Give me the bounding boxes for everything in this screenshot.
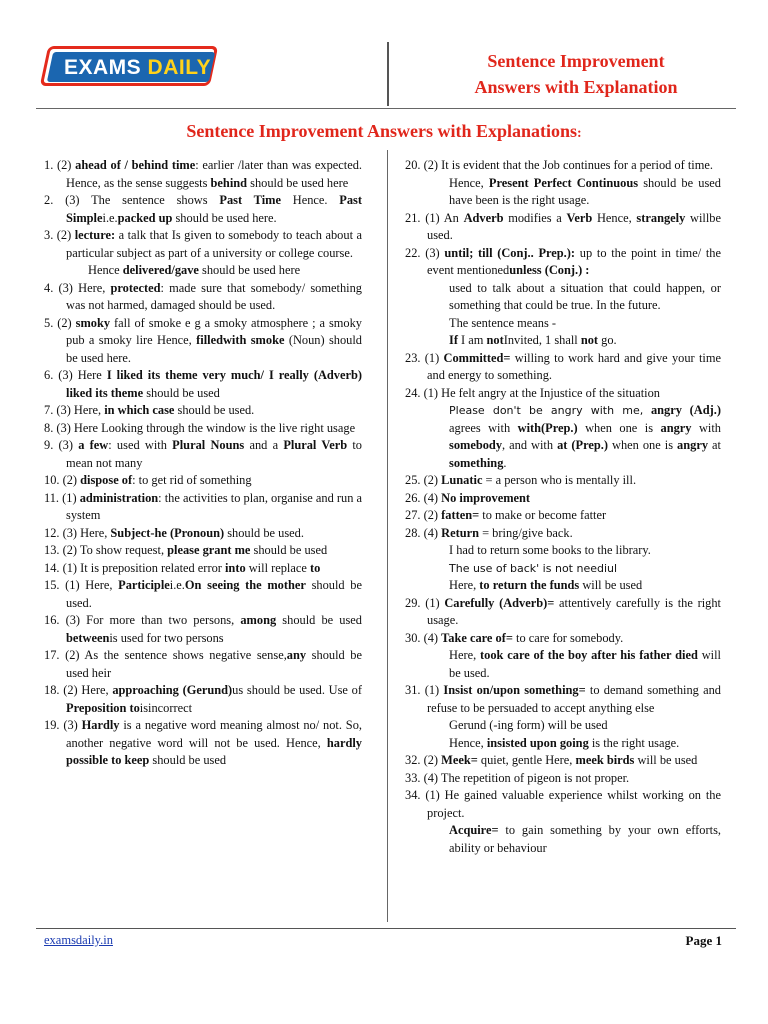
answer-16: 16. (3) For more than two persons, among should be used betweenis used for two persons <box>44 613 362 645</box>
answer-20: 20. (2) It is evident that the Job continues for a period of time. <box>405 158 713 172</box>
answer-14: 14. (1) It is preposition related error into will replace to <box>44 560 321 575</box>
answer-2: 2. (3) The sentence shows Past Time Hence. Past Simplei.e.packed up should be used here. <box>44 193 363 225</box>
answer-28-note-1: I had to return some books to the library. <box>449 543 651 557</box>
answer-30-note: Here, took care of the boy after his father died will be used. <box>449 648 721 680</box>
footer-site-link[interactable]: examsdaily.in <box>44 933 113 947</box>
logo-text: EXAMS DAILY <box>64 56 212 79</box>
footer-rule <box>36 928 736 929</box>
answer-11: 11. (1) administration: the activities to plan, organise and run a system <box>44 490 363 522</box>
answer-28: 28. (4) Return = bring/give back. <box>405 525 573 540</box>
answer-3: 3. (2) lecture: a talk that Is given to somebody to teach about a particular subject as part of a university or college course. <box>44 228 363 260</box>
answer-31-note-1: Gerund (-ing form) will be used <box>449 718 608 732</box>
answer-24-note: Please don't be angry with me, angry (Adj.) agrees with with(Prep.) when one is angry with somebody, and with at (Prep.) when one is angry at something. <box>449 403 722 470</box>
answer-3-note: Hence delivered/gave should be used here <box>88 263 301 277</box>
column-divider <box>387 150 388 922</box>
page-number: Page 1 <box>685 933 722 948</box>
answer-17: 17. (2) As the sentence shows negative sense,any should be used heir <box>44 648 363 680</box>
answer-4: 4. (3) Here, protected: made sure that somebody/ something was not harmed, damaged should be used. <box>44 280 362 312</box>
answer-20-note: Hence, Present Perfect Continuous should be used have been is the right usage. <box>449 175 721 207</box>
answer-7: 7. (3) Here, in which case should be used. <box>44 403 255 417</box>
answer-28-note-2: The use of back' is not neediul <box>449 561 618 575</box>
answer-27: 27. (2) fatten= to make or become fatter <box>405 508 607 522</box>
page-title: Sentence Improvement Answers with Explanations: <box>186 121 582 141</box>
answer-10: 10. (2) dispose of: to get rid of something <box>44 473 252 487</box>
answer-12: 12. (3) Here, Subject-he (Pronoun) should be used. <box>44 525 304 540</box>
answer-22-note-3: If I am notInvited, 1 shall not go. <box>449 333 617 347</box>
answer-23: 23. (1) Committed= willing to work hard and give your time and energy to something. <box>405 350 721 382</box>
answer-8: 8. (3) Here Looking through the window is the live right usage <box>44 420 356 435</box>
answer-22-note-1: used to talk about a situation that could happen, or something that could be true. In the future. <box>449 280 721 312</box>
left-column <box>44 157 362 770</box>
answer-6: 6. (3) Here I liked its theme very much/ I really (Adverb) liked its theme should be used <box>44 368 363 400</box>
header-title-line1: Sentence Improvement <box>487 51 665 71</box>
answer-34-note: Acquire= to gain something by your own efforts, ability or behaviour <box>449 823 721 855</box>
answer-13: 13. (2) To show request, please grant me should be used <box>44 543 328 557</box>
right-column <box>405 157 721 857</box>
answer-34: 34. (1) He gained valuable experience whilst working on the project. <box>405 788 721 820</box>
answer-5: 5. (2) smoky fall of smoke e g a smoky atmosphere ; a smoky pub a smoky lire Hence, filledwith smoke (Noun) should be used here. <box>44 315 362 365</box>
answer-24: 24. (1) He felt angry at the Injustice of the situation <box>405 385 660 400</box>
answer-25: 25. (2) Lunatic = a person who is mentally ill. <box>405 473 637 487</box>
header-title <box>400 48 752 100</box>
answer-32: 32. (2) Meek= quiet, gentle Here, meek birds will be used <box>405 753 698 767</box>
header-divider <box>387 42 389 106</box>
answer-1: 1. (2) ahead of / behind time: earlier /later than was expected. Hence, as the sense suggests behind should be used here <box>44 158 363 190</box>
answer-22-note-2: The sentence means - <box>449 315 556 330</box>
answer-19: 19. (3) Hardly is a negative word meaning almost no/ not. So, another negative word will not be used. Hence, hardly possible to keep should be used <box>44 718 362 767</box>
answer-15: 15. (1) Here, Participlei.e.On seeing the mother should be used. <box>44 578 362 610</box>
answer-26: 26. (4) No improvement <box>405 490 531 505</box>
answer-28-note-3: Here, to return the funds will be used <box>449 578 643 592</box>
answer-30: 30. (4) Take care of= to care for somebody. <box>405 630 624 645</box>
answer-33: 33. (4) The repetition of pigeon is not proper. <box>405 770 630 785</box>
answer-29: 29. (1) Carefully (Adverb)= attentively carefully is the right usage. <box>405 595 721 627</box>
answer-18: 18. (2) Here, approaching (Gerund)us should be used. Use of Preposition toisincorrect <box>44 683 362 715</box>
header-rule <box>36 108 736 109</box>
answer-22: 22. (3) until; till (Conj.. Prep.): up to the point in time/ the event mentionedunless (Conj.) : <box>405 245 722 277</box>
header-title-line2: Answers with Explanation <box>474 77 678 97</box>
answer-31: 31. (1) Insist on/upon something= to demand something and refuse to be persuaded to accept anything else <box>405 683 721 715</box>
answer-21: 21. (1) An Adverb modifies a Verb Hence, strangely willbe used. <box>405 210 721 242</box>
exams-daily-logo[interactable] <box>44 46 218 88</box>
answer-9: 9. (3) a few: used with Plural Nouns and a Plural Verb to mean not many <box>44 438 362 470</box>
answer-31-note-2: Hence, insisted upon going is the right usage. <box>449 735 680 750</box>
